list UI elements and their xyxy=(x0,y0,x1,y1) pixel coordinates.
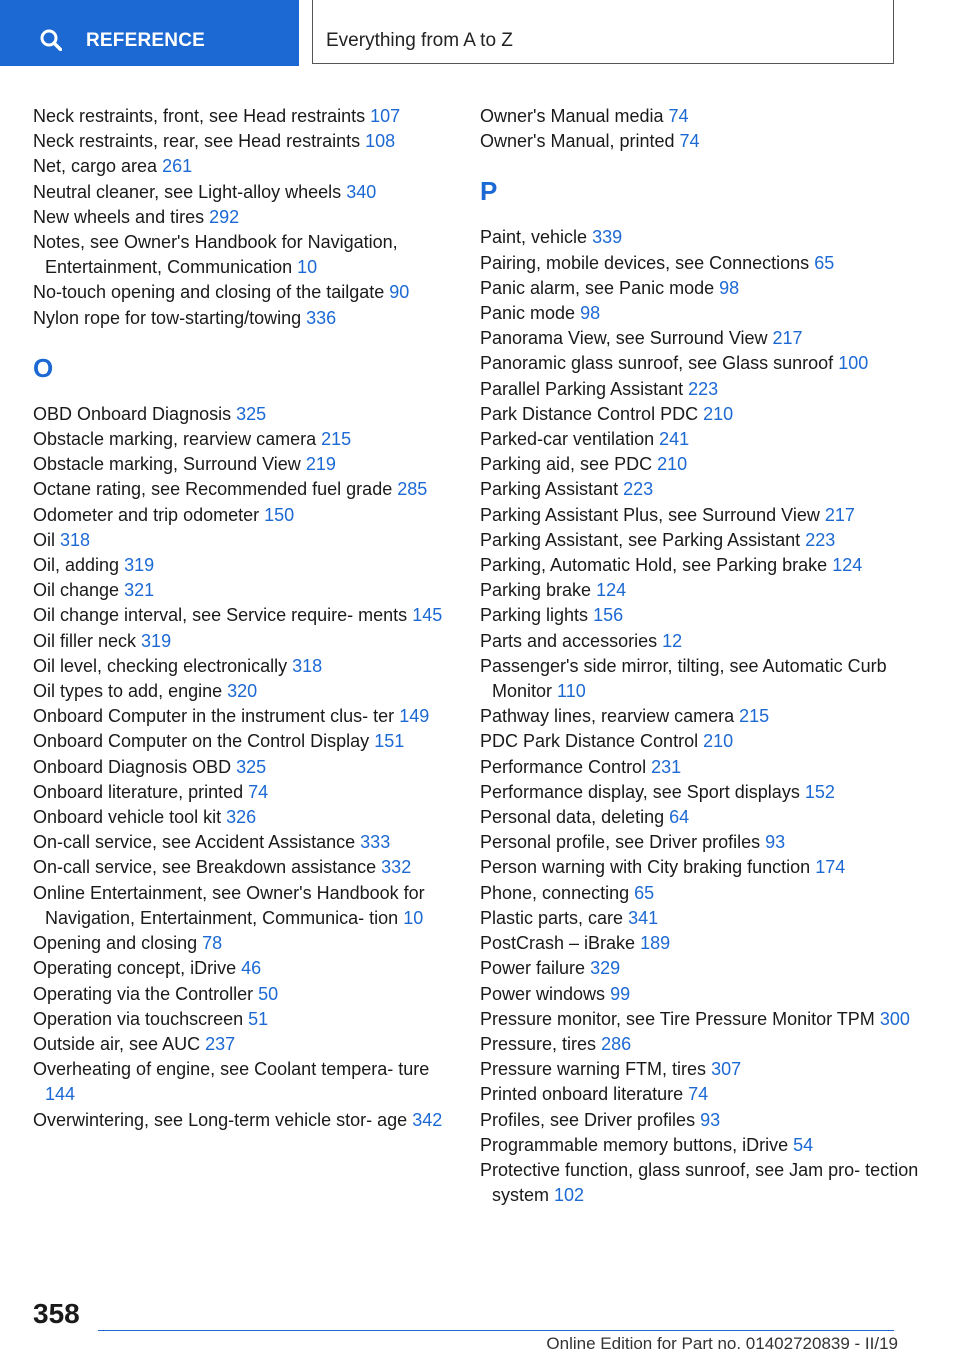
index-entry xyxy=(33,982,443,1007)
index-entry-text: Onboard vehicle tool kit xyxy=(33,807,222,828)
page-link[interactable]: 64 xyxy=(669,807,690,828)
page-link[interactable]: 12 xyxy=(662,630,683,651)
index-entry-text: Octane rating, see Recommended fuel grade xyxy=(33,479,393,500)
page-link[interactable]: 333 xyxy=(360,832,391,853)
index-entry xyxy=(480,452,920,477)
index-entry xyxy=(33,402,443,427)
page-link[interactable]: 326 xyxy=(226,807,257,828)
page-link[interactable]: 307 xyxy=(711,1059,742,1080)
page-link[interactable]: 10 xyxy=(403,907,424,928)
index-entry xyxy=(33,578,443,603)
index-entry xyxy=(480,982,920,1007)
index-entry-text: Oil types to add, engine xyxy=(33,681,223,702)
index-entry xyxy=(480,402,920,427)
page-link[interactable]: 231 xyxy=(651,756,682,777)
page-link[interactable]: 342 xyxy=(412,1109,443,1130)
index-entry xyxy=(480,477,920,502)
page-link[interactable]: 124 xyxy=(832,555,863,576)
index-entry xyxy=(480,129,920,154)
index-entry xyxy=(480,326,920,351)
index-entry-text: Power failure xyxy=(480,958,586,979)
page-link[interactable]: 336 xyxy=(306,307,337,328)
index-entry-text: Pressure warning FTM, tires xyxy=(480,1059,707,1080)
index-entry xyxy=(33,427,443,452)
page-link[interactable]: 215 xyxy=(739,706,770,727)
index-column-left xyxy=(33,104,443,1133)
index-entry xyxy=(33,205,443,230)
edition-note: Online Edition for Part no. 01402720839 - II/19 xyxy=(546,1334,898,1353)
page-link[interactable]: 99 xyxy=(610,983,631,1004)
index-entry-text: Obstacle marking, rearview camera xyxy=(33,429,317,450)
index-entry xyxy=(480,351,920,376)
index-entry xyxy=(33,104,443,129)
index-entry-text: Obstacle marking, Surround View xyxy=(33,454,301,475)
page-link[interactable]: 261 xyxy=(162,156,193,177)
index-entry xyxy=(33,830,443,855)
page-link[interactable]: 210 xyxy=(703,731,734,752)
index-entry xyxy=(480,729,920,754)
index-entry xyxy=(480,1082,920,1107)
page-link[interactable]: 319 xyxy=(124,555,155,576)
index-entry-text: Panorama View, see Surround View xyxy=(480,328,768,349)
page-link[interactable]: 74 xyxy=(679,131,700,152)
index-entry-text: Parked-car ventilation xyxy=(480,429,655,450)
index-entry-text: Passenger's side mirror, tilting, see Automatic Curb Monitor xyxy=(480,655,887,702)
page-link[interactable]: 107 xyxy=(370,106,401,126)
index-entry-text: Oil xyxy=(33,529,55,550)
index-entry-text: Panic alarm, see Panic mode xyxy=(480,277,715,298)
index-entry xyxy=(480,1057,920,1082)
index-entry-text: Pressure, tires xyxy=(480,1033,597,1054)
page-link[interactable]: 151 xyxy=(374,731,405,752)
page-link[interactable]: 285 xyxy=(397,479,428,500)
index-entry-text: Performance display, see Sport displays xyxy=(480,781,800,802)
index-entry-text: Overheating of engine, see Coolant tempera‐ ture xyxy=(33,1059,430,1080)
index-entry xyxy=(33,603,443,628)
page-link[interactable]: 210 xyxy=(657,454,688,475)
index-entry xyxy=(480,805,920,830)
index-entry-text: Parking aid, see PDC xyxy=(480,454,653,475)
page-link[interactable]: 74 xyxy=(688,1084,709,1105)
index-entry xyxy=(480,906,920,931)
index-entry xyxy=(480,225,920,250)
index-entry-text: Parallel Parking Assistant xyxy=(480,378,684,399)
index-entry-text: Parking Assistant, see Parking Assistant xyxy=(480,529,801,550)
page-link[interactable]: 93 xyxy=(765,832,786,853)
index-entry xyxy=(480,654,920,704)
page-link[interactable]: 341 xyxy=(628,907,659,928)
page-number: 358 xyxy=(33,1298,80,1329)
index-entry xyxy=(480,704,920,729)
chapter-title: Everything from A to Z xyxy=(326,30,513,51)
page-link[interactable]: 223 xyxy=(688,378,719,399)
index-entry xyxy=(480,780,920,805)
page-link[interactable]: 54 xyxy=(793,1134,814,1155)
page-link[interactable]: 74 xyxy=(248,781,269,802)
index-letter-heading: O xyxy=(33,352,54,383)
index-entry xyxy=(480,931,920,956)
index-entry-text: Oil level, checking electronically xyxy=(33,655,288,676)
index-entry-text: Pairing, mobile devices, see Connections xyxy=(480,252,810,273)
index-entry-text: Pressure monitor, see Tire Pressure Monitor TPM xyxy=(480,1008,875,1029)
page-link[interactable]: 339 xyxy=(592,227,623,248)
index-entry xyxy=(33,503,443,528)
index-entry xyxy=(33,129,443,154)
page-link[interactable]: 215 xyxy=(321,429,352,450)
page-link[interactable]: 144 xyxy=(45,1084,76,1105)
index-entry xyxy=(33,729,443,754)
index-entry xyxy=(480,881,920,906)
index-entry-text: Performance Control xyxy=(480,756,647,777)
index-entry-text: On-call service, see Breakdown assistance xyxy=(33,857,377,878)
reference-tab[interactable] xyxy=(0,0,299,66)
index-entry xyxy=(480,503,920,528)
index-entry-text: Parking Assistant Plus, see Surround View xyxy=(480,504,820,525)
page-link[interactable]: 65 xyxy=(634,882,655,903)
page-link[interactable]: 10 xyxy=(297,257,318,278)
index-entry-text: Pathway lines, rearview camera xyxy=(480,706,735,727)
index-entry xyxy=(33,306,443,331)
index-entry xyxy=(480,104,920,129)
index-entry-text: Oil change interval, see Service require‐ ments xyxy=(33,605,408,626)
page-link[interactable]: 156 xyxy=(593,605,624,626)
index-entry xyxy=(33,553,443,578)
index-entry-text: Onboard Diagnosis OBD xyxy=(33,756,232,777)
page-link[interactable]: 300 xyxy=(879,1008,910,1029)
index-entry xyxy=(480,377,920,402)
page-link[interactable]: 46 xyxy=(241,958,262,979)
index-entry xyxy=(480,553,920,578)
page-link[interactable]: 325 xyxy=(236,403,267,424)
index-entry xyxy=(480,1108,920,1133)
page-link[interactable]: 217 xyxy=(824,504,855,525)
index-entry xyxy=(480,427,920,452)
index-entry-text: Overwintering, see Long-term vehicle stor‐ age xyxy=(33,1109,408,1130)
page-link[interactable]: 318 xyxy=(292,655,323,676)
index-entry-text: Parts and accessories xyxy=(480,630,658,651)
index-entry xyxy=(33,755,443,780)
index-entry xyxy=(480,629,920,654)
index-entry xyxy=(33,629,443,654)
index-entry xyxy=(480,1133,920,1158)
index-entry-text: Operation via touchscreen xyxy=(33,1008,244,1029)
page-link[interactable]: 50 xyxy=(258,983,279,1004)
index-entry-text: Person warning with City braking function xyxy=(480,857,811,878)
index-entry xyxy=(480,528,920,553)
page-link[interactable]: 174 xyxy=(815,857,846,878)
index-entry xyxy=(33,477,443,502)
index-entry xyxy=(480,755,920,780)
index-entry xyxy=(33,1007,443,1032)
index-entry xyxy=(33,452,443,477)
index-entry xyxy=(480,855,920,880)
page-link[interactable]: 98 xyxy=(719,277,740,298)
index-entry-text: Oil change xyxy=(33,580,120,601)
page-link[interactable]: 124 xyxy=(596,580,627,601)
index-entry-text: Protective function, glass sunroof, see Jam pro‐ tection system xyxy=(480,1159,919,1206)
index-entry xyxy=(33,654,443,679)
index-entry-text: Outside air, see AUC xyxy=(33,1033,201,1054)
index-entry-text: PDC Park Distance Control xyxy=(480,731,699,752)
index-entry xyxy=(33,704,443,729)
index-entry xyxy=(33,679,443,704)
page-link[interactable]: 292 xyxy=(209,206,240,227)
page-link[interactable]: 325 xyxy=(236,756,267,777)
page-link[interactable]: 286 xyxy=(601,1033,632,1054)
page-link[interactable]: 340 xyxy=(346,181,377,202)
index-entry xyxy=(33,280,443,305)
index-entry-text: Personal profile, see Driver profiles xyxy=(480,832,761,853)
index-entry-text: Notes, see Owner's Handbook for Navigation, Entertainment, Communication xyxy=(33,232,398,278)
page-link[interactable]: 51 xyxy=(248,1008,269,1029)
index-entry-text: Nylon rope for tow-starting/towing xyxy=(33,307,302,328)
index-entry xyxy=(33,1057,443,1107)
index-entry-text: Park Distance Control PDC xyxy=(480,403,699,424)
index-entry xyxy=(33,154,443,179)
page-link[interactable]: 318 xyxy=(60,529,91,550)
index-entry-text: Net, cargo area xyxy=(33,156,158,177)
index-entry xyxy=(480,1032,920,1057)
page-link[interactable]: 223 xyxy=(623,479,654,500)
page-link[interactable]: 102 xyxy=(554,1185,585,1206)
index-entry-text: Onboard literature, printed xyxy=(33,781,244,802)
index-entry xyxy=(480,1007,920,1032)
index-entry xyxy=(33,881,443,931)
index-entry-text: Panic mode xyxy=(480,303,576,324)
index-entry xyxy=(33,855,443,880)
index-column-right xyxy=(480,104,920,1208)
page-link[interactable]: 78 xyxy=(202,933,223,954)
index-entry-text: Programmable memory buttons, iDrive xyxy=(480,1134,789,1155)
index-entry xyxy=(480,1158,920,1208)
index-entry-text: Power windows xyxy=(480,983,606,1004)
index-entry-text: Operating via the Controller xyxy=(33,983,254,1004)
page-link[interactable]: 219 xyxy=(305,454,336,475)
index-entry xyxy=(33,931,443,956)
index-entry-text: Personal data, deleting xyxy=(480,807,665,828)
index-entry-text: Paint, vehicle xyxy=(480,227,588,248)
chapter-title-box xyxy=(312,0,894,64)
index-entry-text: Neutral cleaner, see Light-alloy wheels xyxy=(33,181,342,202)
index-entry-text: New wheels and tires xyxy=(33,206,205,227)
index-entry xyxy=(33,528,443,553)
index-entry-text: Opening and closing xyxy=(33,933,198,954)
index-entry-text: Parking lights xyxy=(480,605,589,626)
page-link[interactable]: 150 xyxy=(264,504,295,525)
index-entry-text: OBD Onboard Diagnosis xyxy=(33,403,232,424)
page-link[interactable]: 241 xyxy=(659,429,690,450)
page-link[interactable]: 110 xyxy=(557,681,586,702)
index-letter-heading: P xyxy=(480,176,498,207)
page-link[interactable]: 321 xyxy=(124,580,155,601)
index-entry-text: Online Entertainment, see Owner's Handbook for Navigation, Entertainment, Communica‐ tion xyxy=(33,882,425,928)
index-entry-text: Oil, adding xyxy=(33,555,120,576)
page-link[interactable]: 217 xyxy=(772,328,803,349)
index-entry xyxy=(33,1108,443,1133)
page-link[interactable]: 100 xyxy=(838,353,869,374)
page-link[interactable]: 145 xyxy=(412,605,443,626)
page-link[interactable]: 74 xyxy=(668,106,689,126)
page-link[interactable]: 93 xyxy=(700,1109,721,1130)
index-entry xyxy=(480,603,920,628)
index-entry xyxy=(33,230,443,280)
page-link[interactable]: 108 xyxy=(365,131,396,152)
index-entry xyxy=(33,805,443,830)
index-entry-text: Parking, Automatic Hold, see Parking brake xyxy=(480,555,828,576)
index-entry-text: Plastic parts, care xyxy=(480,907,624,928)
search-icon xyxy=(40,29,62,51)
page-link[interactable]: 319 xyxy=(141,630,172,651)
page-header xyxy=(0,0,960,66)
index-entry xyxy=(33,180,443,205)
index-entry-text: PostCrash – iBrake xyxy=(480,933,636,954)
page-link[interactable]: 332 xyxy=(381,857,412,878)
index-entry-text: Parking brake xyxy=(480,580,592,601)
page-link[interactable]: 189 xyxy=(640,933,671,954)
index-entry-text: Onboard Computer on the Control Display xyxy=(33,731,370,752)
page-link[interactable]: 90 xyxy=(389,282,410,303)
page-link[interactable]: 152 xyxy=(804,781,835,802)
index-entry-text: Onboard Computer in the instrument clus‐ ter xyxy=(33,706,395,727)
index-entry-text: Neck restraints, front, see Head restraints xyxy=(33,106,366,126)
index-entry-text: Panoramic glass sunroof, see Glass sunroof xyxy=(480,353,834,374)
index-entry-text: Parking Assistant xyxy=(480,479,619,500)
index-entry xyxy=(33,780,443,805)
page-link[interactable]: 149 xyxy=(399,706,430,727)
page-link[interactable]: 237 xyxy=(205,1033,236,1054)
footer-divider xyxy=(98,1330,894,1331)
page-link[interactable]: 223 xyxy=(805,529,836,550)
index-entry-text: No-touch opening and closing of the tailgate xyxy=(33,282,385,303)
index-entry-text: Printed onboard literature xyxy=(480,1084,684,1105)
page-link[interactable]: 65 xyxy=(814,252,835,273)
section-label: REFERENCE xyxy=(86,30,205,51)
index-entry xyxy=(480,301,920,326)
index-entry xyxy=(480,830,920,855)
index-entry xyxy=(480,251,920,276)
index-entry-text: Owner's Manual media xyxy=(480,106,664,126)
page-link[interactable]: 210 xyxy=(703,403,734,424)
index-entry-text: Owner's Manual, printed xyxy=(480,131,675,152)
index-entry-text: Phone, connecting xyxy=(480,882,630,903)
index-entry xyxy=(480,276,920,301)
index-entry-text: Neck restraints, rear, see Head restraints xyxy=(33,131,361,152)
page-link[interactable]: 320 xyxy=(227,681,258,702)
index-entry-text: On-call service, see Accident Assistance xyxy=(33,832,356,853)
index-entry xyxy=(33,956,443,981)
index-entry-text: Operating concept, iDrive xyxy=(33,958,237,979)
index-entry-text: Odometer and trip odometer xyxy=(33,504,260,525)
index-entry xyxy=(480,578,920,603)
index-entry-text: Oil filler neck xyxy=(33,630,137,651)
page-link[interactable]: 98 xyxy=(580,303,601,324)
index-entry xyxy=(33,1032,443,1057)
index-entry xyxy=(480,956,920,981)
index-entry-text: Profiles, see Driver profiles xyxy=(480,1109,696,1130)
page-link[interactable]: 329 xyxy=(590,958,621,979)
